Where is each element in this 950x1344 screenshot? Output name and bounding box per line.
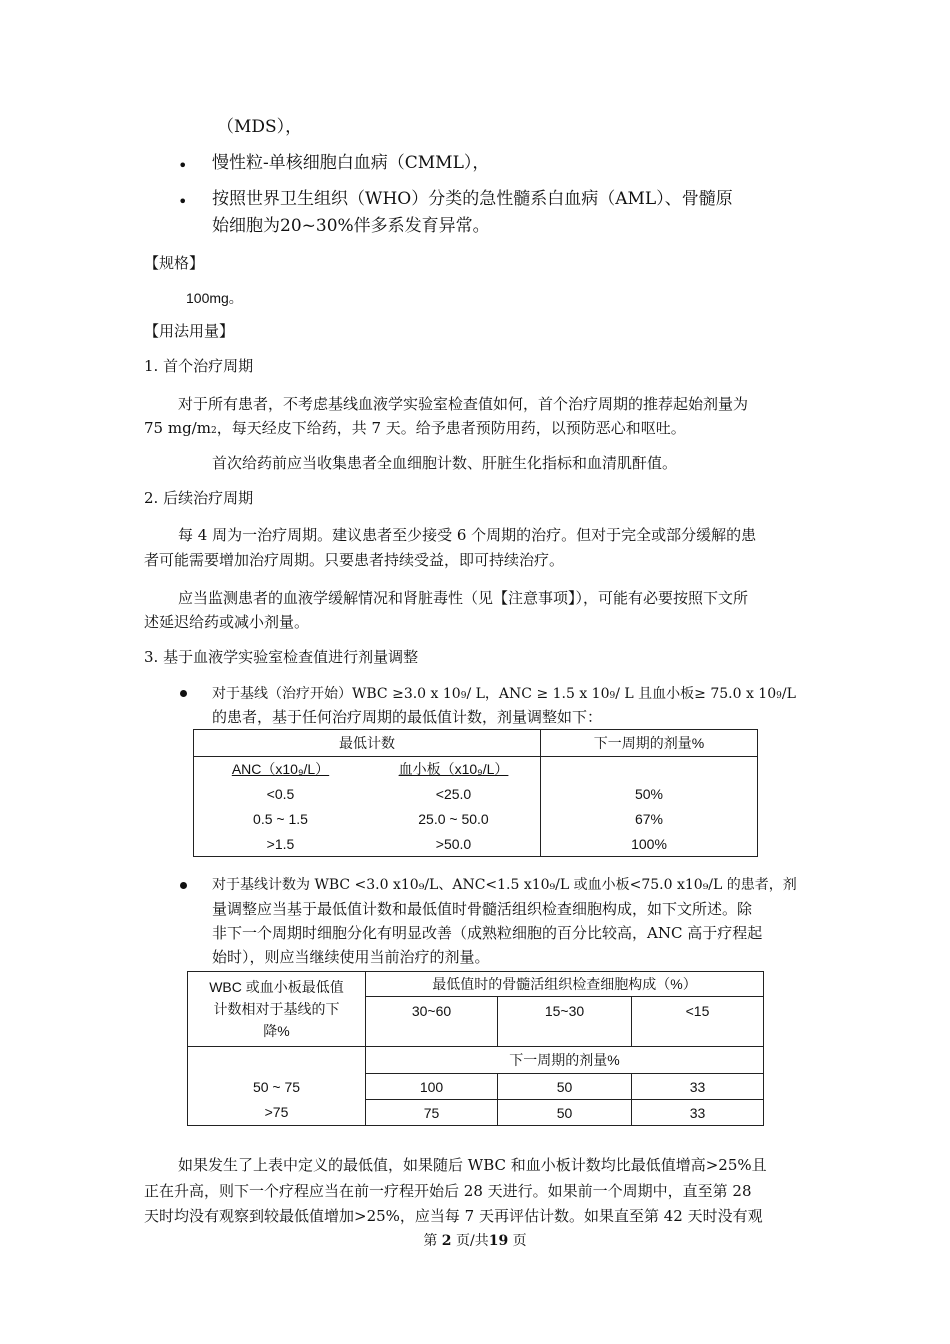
- table-cell: 50: [498, 1074, 632, 1100]
- table-cell: >1.5: [194, 832, 368, 857]
- t2-header-next: 下一周期的剂量%: [366, 1047, 764, 1074]
- bullet-icon: •: [178, 192, 188, 211]
- s2-para1-line1: 每 4 周为一治疗周期。建议患者至少接受 6 个周期的治疗。但对于完全或部分缓解的患: [178, 526, 757, 544]
- section-3-title: 3. 基于血液学实验室检查值进行剂量调整: [144, 648, 419, 666]
- spec-heading: 【规格】: [144, 254, 205, 272]
- t1-header-min: 最低计数: [194, 730, 541, 757]
- b1-line2: 的患者，基于任何治疗周期的最低值计数，剂量调整如下：: [212, 708, 603, 726]
- aml-line-2: 始细胞为20~30%伴多系发育异常。: [212, 216, 490, 236]
- t2-col-3: <15: [632, 997, 764, 1047]
- table-cell: <25.0: [435, 786, 472, 802]
- table-cell: >50.0: [367, 832, 541, 857]
- s2-para1-line2: 者可能需要增加治疗周期。只要患者持续受益，即可持续治疗。: [144, 551, 565, 569]
- s2-para2-line1: 应当监测患者的血液学缓解情况和肾脏毒性（见【注意事项】），可能有必要按照下文所: [178, 589, 749, 607]
- b2-line1: 对于基线计数为 WBC <3.0 x10₉/L、ANC<1.5 x10₉/L 或血小板<75.0 x10₉/L 的患者，剂: [212, 877, 797, 893]
- table-cell: >75: [188, 1100, 366, 1126]
- cmml-line: 慢性粒-单核细胞白血病（CMML），: [212, 153, 490, 173]
- closing-line1: 如果发生了上表中定义的最低值，如果随后 WBC 和血小板计数均比最低值增高>25%且: [178, 1156, 767, 1174]
- dose-table-1: [193, 729, 758, 857]
- s1-para2: 首次给药前应当收集患者全血细胞计数、肝脏生化指标和血清肌酐值。: [212, 454, 678, 472]
- table-cell: 75: [366, 1100, 498, 1126]
- table-cell: 25.0 ~ 50.0: [418, 811, 489, 827]
- t2-header-left: WBC 或血小板最低值 计数相对于基线的下 降%: [188, 972, 366, 1047]
- t1-header-next: 下一周期的剂量%: [541, 730, 758, 757]
- closing-line3: 天时均没有观察到较最低值增加>25%，应当每 7 天再评估计数。如果直至第 42 天时没有观: [144, 1207, 763, 1225]
- t2-col-1: 30~60: [366, 997, 498, 1047]
- table-cell: 0.5 ~ 1.5: [194, 807, 368, 832]
- page-footer: 第 2 页/共19 页: [423, 1233, 527, 1249]
- s1-para1-line2: 75 mg/m2，每天经皮下给药，共 7 天。给予患者预防用药，以预防恶心和呕吐。: [144, 419, 686, 437]
- bullet-icon: •: [178, 156, 188, 175]
- s2-para2-line2: 述延迟给药或减小剂量。: [144, 613, 310, 631]
- table-cell: 50: [498, 1100, 632, 1126]
- t1-sub-anc: ANC（x10₉/L）: [194, 757, 368, 782]
- b2-line3: 非下一个周期时细胞分化有明显改善（成熟粒细胞的百分比较高，ANC 高于疗程起: [212, 924, 763, 942]
- t1-sub-empty: [541, 757, 758, 782]
- bullet-icon: [180, 690, 187, 697]
- table-cell: 50 ~ 75: [188, 1074, 366, 1100]
- table-cell: 33: [632, 1074, 764, 1100]
- table-cell: 67%: [541, 807, 758, 832]
- t2-col-2: 15~30: [498, 997, 632, 1047]
- spec-value: 100mg。: [186, 290, 243, 306]
- table-cell: 100: [366, 1074, 498, 1100]
- t1-sub-plt: 血小板（x10₉/L）: [398, 761, 509, 778]
- table-cell: <0.5: [194, 782, 368, 807]
- closing-line2: 正在升高，则下一个疗程应当在前一疗程开始后 28 天进行。如果前一个周期中，直至第 28: [144, 1182, 752, 1200]
- dose-table-2: [187, 971, 764, 1126]
- t2-header-marrow: 最低值时的骨髓活组织检查细胞构成（%）: [366, 972, 764, 997]
- aml-line-1: 按照世界卫生组织（WHO）分类的急性髓系白血病（AML）、骨髓原: [212, 189, 733, 209]
- b2-line4: 始时），则应当继续使用当前治疗的剂量。: [212, 948, 490, 966]
- mds-line: （MDS），: [217, 117, 303, 137]
- usage-heading: 【用法用量】: [144, 322, 235, 340]
- b2-line2: 量调整应当基于最低值计数和最低值时骨髓活组织检查细胞构成，如下文所述。除: [212, 900, 753, 918]
- table-cell: 100%: [541, 832, 758, 857]
- section-1-title: 1. 首个治疗周期: [144, 357, 254, 375]
- b1-line1: 对于基线（治疗开始）WBC ≥3.0 x 109/ L，ANC ≥ 1.5 x 109/ L 且血小板≥ 75.0 x 109/L: [212, 686, 796, 702]
- table-cell: 33: [632, 1100, 764, 1126]
- section-2-title: 2. 后续治疗周期: [144, 489, 254, 507]
- table-cell: 50%: [541, 782, 758, 807]
- bullet-icon: [180, 882, 187, 889]
- t2-empty: [188, 1047, 366, 1074]
- s1-para1-line1: 对于所有患者，不考虑基线血液学实验室检查值如何，首个治疗周期的推荐起始剂量为: [178, 395, 749, 413]
